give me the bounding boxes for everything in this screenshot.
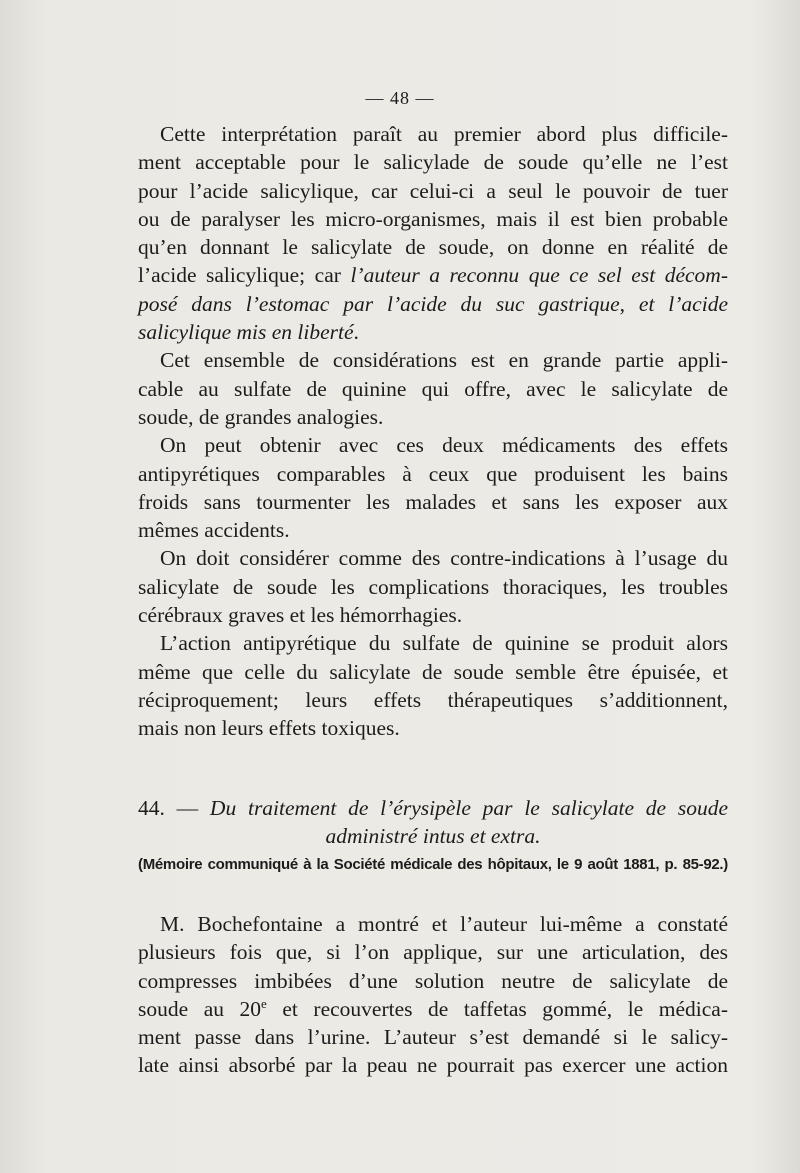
paragraph xyxy=(138,629,728,742)
text-line xyxy=(138,120,728,148)
text-segment: Cet ensemble de considérations est en grande partie appli- xyxy=(160,348,728,373)
text-segment: late ainsi absorbé par la peau ne pourrait pas exercer une action xyxy=(138,1053,728,1078)
text-segment: cérébraux graves et les hémorrhagies. xyxy=(138,603,463,628)
text-line xyxy=(138,261,728,289)
text-segment: posé dans l’estomac par l’acide du suc gastrique xyxy=(138,291,620,316)
body-text-top xyxy=(138,120,728,743)
text-segment: et recouvertes de taffetas gommé, le médica- xyxy=(266,996,728,1021)
text-segment: et l’acide xyxy=(638,291,728,316)
paragraph xyxy=(138,431,728,544)
text-line xyxy=(138,177,728,205)
section-number: 44. — xyxy=(138,796,210,820)
text-line xyxy=(138,1051,728,1079)
text-line xyxy=(138,910,728,938)
body-text-bottom xyxy=(138,910,728,1080)
text-line xyxy=(138,938,728,966)
text-line xyxy=(138,1023,728,1051)
page-number: — 48 — xyxy=(365,88,435,108)
text-segment: même que celle du salicylate de soude semble être épuisée, et xyxy=(138,659,728,684)
text-segment: antipyrétiques comparables à ceux que produisent les bains xyxy=(138,461,728,486)
text-segment: réciproquement; leurs effets thérapeutiques s’additionnent, xyxy=(138,687,728,712)
text-segment: salicylique mis en liberté xyxy=(138,320,354,345)
text-line xyxy=(138,346,728,374)
section-title-part-1: Du traitement de l’érysipèle par le salicylate de soude xyxy=(209,796,728,820)
text-segment: , xyxy=(619,291,639,316)
section-citation: (Mémoire communiqué à la Société médicale des hôpitaux, le 9 août 1881, p. 85-92.) xyxy=(138,856,728,873)
text-line xyxy=(138,629,728,657)
text-line xyxy=(138,403,728,431)
text-line xyxy=(138,148,728,176)
text-segment: L’action antipyrétique du sulfate de quinine se produit alors xyxy=(160,631,728,656)
text-line xyxy=(138,488,728,516)
text-line xyxy=(138,544,728,572)
text-segment: On peut obtenir avec ces deux médicaments des effets xyxy=(160,433,728,458)
text-line xyxy=(138,460,728,488)
text-segment: mêmes accidents. xyxy=(138,518,290,543)
text-segment: On doit considérer comme des contre-indications à l’usage du xyxy=(160,546,728,571)
text-segment: ment passe dans l’urine. L’auteur s’est demandé si le salicy- xyxy=(138,1025,728,1050)
text-segment: plusieurs fois que, si l’on applique, sur une articulation, des xyxy=(138,940,728,965)
text-segment: soude, de grandes analogies. xyxy=(138,404,384,429)
text-line xyxy=(138,967,728,995)
text-line xyxy=(138,714,728,742)
text-segment: mais non leurs effets toxiques. xyxy=(138,716,400,741)
text-segment: soude au 20 xyxy=(138,996,262,1021)
text-segment: ou de paralyser les micro-organismes, mais il est bien probable xyxy=(138,206,728,231)
text-line xyxy=(138,318,728,346)
text-line xyxy=(138,290,728,318)
text-line xyxy=(138,516,728,544)
text-line xyxy=(138,573,728,601)
text-segment: Cette interprétation paraît au premier abord plus difficile- xyxy=(160,122,728,146)
text-segment: pour l’acide salicylique, car celui-ci a seul le pouvoir de tuer xyxy=(138,178,728,203)
text-segment: M. Bochefontaine a montré et l’auteur lui-même a constaté xyxy=(160,912,728,936)
text-segment: compresses imbibées d’une solution neutre de salicylate de xyxy=(138,968,728,993)
text-line xyxy=(138,375,728,403)
superscript: e xyxy=(261,995,267,1011)
section-title-line-1 xyxy=(138,794,728,822)
text-segment: cable au sulfate de quinine qui offre, avec le salicylate de xyxy=(138,376,728,401)
section-title-line-2: administré intus et extra. xyxy=(325,824,541,848)
paragraph xyxy=(138,910,728,1080)
text-line xyxy=(138,995,728,1023)
text-segment: salicylate de soude les complications thoraciques, les troubles xyxy=(138,574,728,599)
paragraph xyxy=(138,120,728,346)
text-segment: ment acceptable pour le salicylade de soude qu’elle ne l’est xyxy=(138,150,728,175)
paragraph xyxy=(138,346,728,431)
text-line xyxy=(138,601,728,629)
text-segment: l’auteur a reconnu que ce sel est décom- xyxy=(350,263,728,288)
text-segment: froids sans tourmenter les malades et sans les exposer aux xyxy=(138,489,728,514)
text-line xyxy=(138,658,728,686)
text-segment: . xyxy=(353,320,359,345)
paragraph xyxy=(138,544,728,629)
text-line xyxy=(138,431,728,459)
section-heading xyxy=(138,794,728,873)
text-segment: l’acide salicylique; car xyxy=(138,263,351,288)
text-segment: qu’en donnant le salicylate de soude, on donne en réalité de xyxy=(138,235,728,260)
text-line xyxy=(138,205,728,233)
text-line xyxy=(138,233,728,261)
text-line xyxy=(138,686,728,714)
